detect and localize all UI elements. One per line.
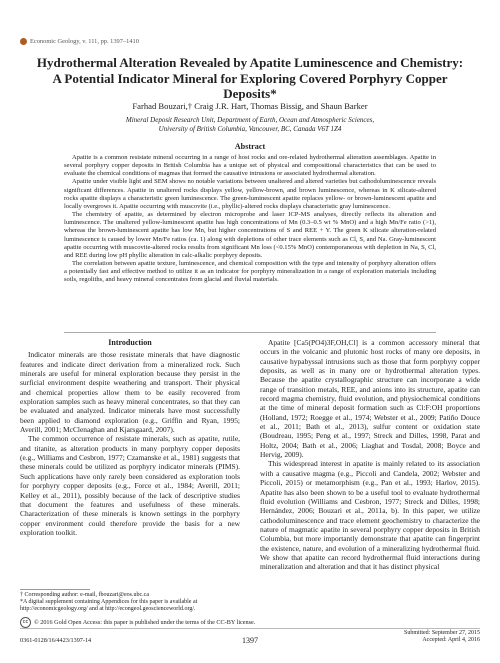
abstract-paragraph-2: Apatite under visible light and SEM shows no notable variations between unaltered and altered varieties but cathodoluminescence reveals significant differences. Apatite in unaltered rocks displays yellow, yellow-brown, and brown luminescence, whereas in K silicate-altered rocks apatite displays a characteristic green luminescence. The green-luminescent apatite replaces yellow- or brown-luminescent apatite and locally overgrows it. Apatite occurring with muscovite (i.e., phyllic)-altered rocks displays characteristic gray luminescence. — [64, 178, 436, 210]
submitted-date: Submitted: September 27, 2015 — [404, 630, 480, 636]
introduction-heading: Introduction — [108, 338, 152, 347]
supplement-footnote-line-2: http://economicgeology.org/ and at http://econgeol.geoscienceworld.org/. — [20, 606, 196, 613]
journal-citation — [20, 38, 139, 45]
footer-divider — [20, 628, 480, 629]
journal-logo-icon — [20, 38, 27, 45]
abstract-paragraph-1: Apatite is a common resistate mineral occurring in a range of host rocks and ore-related hydrothermal alteration assemblages. Apatite in several porphyry copper deposits in British Columbia has a unique set of physical and compositional characteristics that can be used to evaluate the chemical conditions of magmas that formed the causative intrusions or associated hydrothermal alteration. — [64, 154, 436, 178]
abstract-divider — [64, 332, 436, 333]
title-line-1: Hydrothermal Alteration Revealed by Apatite Luminescence and Chemistry: — [36, 55, 464, 70]
footnotes — [20, 592, 240, 614]
copyright-notice — [20, 617, 255, 628]
supplement-footnote-line-1: *A digital supplement containing Appendices for this paper is available at — [20, 599, 198, 606]
footnote-divider — [20, 589, 90, 590]
affiliation-line-1: Mineral Deposit Research Unit, Department of Earth, Ocean and Atmospheric Sciences, — [125, 116, 375, 124]
submission-dates — [404, 630, 480, 644]
corresponding-author-footnote: † Corresponding author: e-mail, fbouzari@eos.ubc.ca — [20, 592, 149, 598]
intro-paragraph-4: This widespread interest in apatite is mainly related to its association with a causative magma (e.g., Piccoli and Candela, 2002; Webster and Piccoli, 2015) or metamorphism (e.g., Pan et al., 1993; Harlov, 2015). Apatite has also been shown to be a useful tool to evaluate hydrothermal fluid evolution (Williams and Cesbron, 1977; Streck and Dilles, 1998; Hernández, 2006; Bouzari et al., 2011a, b). In this paper, we utilize cathodoluminescence and trace element geochemistry to characterize the nature of magmatic apatite in several porphyry copper deposits in British Columbia, but more importantly demonstrate that apatite can fingerprint the existence, nature, and evolution of a mineralizing hydrothermal fluid. We show that apatite can record hydrothermal fluid interactions during mineralization and alteration and that it has distinct physical — [260, 459, 480, 572]
intro-paragraph-1: Indicator minerals are those resistate minerals that have diagnostic features and indicate direct derivation from a mineralized rock. Such minerals are useful for mineral exploration because they persist in the surficial environment despite weathering and transport. Their physical and chemical properties allow them to be easily recovered from exploration samples such as heavy mineral concentrates, so that they can be evaluated and analyzed. Indicator minerals have most successfully been applied to diamond exploration (e.g., Griffin and Ryan, 1995; Averill, 2001; McClenaghan and Kjarsgaard, 2007). — [20, 350, 240, 435]
abstract-paragraph-3: The chemistry of apatite, as determined by electron microprobe and laser ICP-MS analyses, directly reflects its alteration and luminescence. The unaltered yellow-luminescent apatite has high concentrations of Mn (0.3–0.5 wt % MnO) and a high Mn/Fe ratio (>1), whereas the brown-luminescent apatite has low Mn, but higher concentrations of S and REE + Y. The green K silicate alteration-related luminescence is caused by lower Mn/Fe ratios (ca. 1) along with depletions of other trace elements such as Cl, S, and Na. Gray-luminescent apatite occurring with muscovite-altered rocks results from significant Mn loss (<0.15% MnO) contemporaneous with depletion in Na, S, Cl, and REE during low pH phyllic alteration in calc-alkalic porphyry deposits. — [64, 211, 436, 259]
page-number: 1397 — [242, 636, 258, 645]
left-column — [20, 338, 240, 537]
right-column — [260, 338, 480, 572]
abstract-paragraph-4: The correlation between apatite texture, luminescence, and chemical composition with the type and intensity of porphyry alteration offers a potentially fast and effective method to utilize it as an indicator for porphyry mineralization in a range of exploration materials including soils, regoliths, and heavy mineral concentrates from glacial and fluvial materials. — [64, 260, 436, 284]
issn-code: 0361-0128/16/4423/1397-14 — [20, 637, 92, 644]
affiliation-line-2: University of British Columbia, Vancouver, BC, Canada V6T 1Z4 — [158, 125, 342, 134]
author-list: Farhad Bouzari,† Craig J.R. Hart, Thomas Bissig, and Shaun Barker — [132, 101, 368, 111]
paper-title — [30, 55, 470, 102]
accepted-date: Accepted: April 4, 2016 — [422, 637, 480, 644]
affiliation — [40, 116, 460, 135]
journal-citation-text: Economic Geology, v. 111, pp. 1397–1410 — [30, 38, 139, 45]
abstract-body — [64, 154, 436, 285]
abstract-heading: Abstract — [234, 142, 266, 151]
intro-paragraph-3: Apatite [Ca5(PO4)3F,OH,Cl] is a common accessory mineral that occurs in the volcanic and plutonic host rocks of many ore deposits, in causative hypabyssal intrusions such as those that form porphyry copper deposits, as well as in many ore or hydrothermal alteration types. Because the apatite crystallographic structure can incorporate a wide range of transition metals, REE, and anions into its structure, apatite can record magma chemistry, fluid evolution, and physiochemical conditions at the time of mineral deposit formation such as Cl:F:OH proportions (Holland, 1972; Roegge et al., 1974; Webster et al., 2009; Patiño Douce et al., 2011; Bath et al., 2013), sulfur content or oxidation state (Boudreau, 1995; Peng et al., 1997; Streck and Dilles, 1998, Parat and Holtz, 2004; Bath et al., 2006; Liaghat and Tosdal, 2008; Boyce and Hervig, 2009). — [260, 338, 480, 460]
title-line-2: A Potential Indicator Mineral for Exploring Covered Porphyry Copper Deposits* — [52, 70, 448, 101]
copyright-text: © 2016 Gold Open Access: this paper is published under the terms of the CC-BY license. — [34, 619, 256, 626]
open-access-icon: cc — [20, 617, 31, 628]
intro-paragraph-2: The common occurrence of resistate minerals, such as apatite, rutile, and titanite, as alteration products in many porphyry copper deposits (e.g., Williams and Cesbron, 1977; Czamanske et al., 1981) suggests that these minerals could be utilized as porphyry indicator minerals (PIMS). Such applications have only rarely been considered as exploration tools for porphyry copper deposits (e.g., Force et al., 1984; Averill, 2011; Kelley et al., 2011), possibly because of the lack of descriptive studies that document the features and usefulness of these minerals. Characterization of these minerals is known settings in the porphyry copper environment could therefore provide the basis for a new exploration toolkit. — [20, 434, 240, 537]
